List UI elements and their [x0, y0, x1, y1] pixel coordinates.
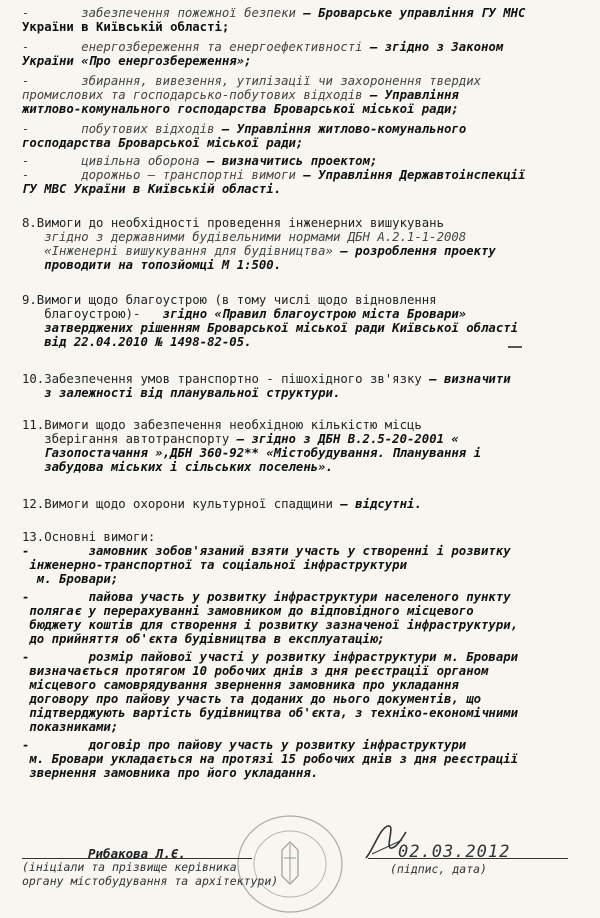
text-line: - договір про пайову участь у розвитку інфраструктури	[22, 738, 467, 752]
text-line: з залежності від планувальної структури.	[22, 386, 341, 400]
text-line: Газопостачання »,ДБН 360-92** «Містобудування. Планування і	[22, 446, 482, 460]
text-line: показниками;	[22, 720, 119, 734]
signer-caption-2: органу містобудування та архітектури)	[22, 874, 279, 888]
text-line: «Інженерні вишукування для будівництва» – розроблення проекту	[22, 244, 496, 258]
text-line: - побутових відходів – Управління житлово-комунального	[22, 122, 467, 136]
text-line: України «Про енергозбереження»;	[22, 54, 252, 68]
text-line: договору про пайову участь та доданих до нього документів, що	[22, 692, 482, 706]
text-line: благоустрою)- згідно «Правил благоустрою міста Бровари»	[22, 307, 467, 321]
text-line: бюджету коштів для створення і розвитку зазначеної інфраструктури,	[22, 618, 519, 632]
text-line: - дорожньо – транспортні вимоги – Управління Державтоінспекції	[22, 168, 526, 182]
signer-caption-1: (ініціали та прізвище керівника	[22, 860, 237, 874]
text-line: 11.Вимоги щодо забезпечення необхідною кількістю місць	[22, 418, 422, 432]
handwritten-date: 02.03.2012	[398, 842, 511, 862]
text-line: звернення замовника про його укладання.	[22, 766, 319, 780]
text-line: від 22.04.2010 № 1498-82-05.	[22, 335, 252, 349]
text-line: згідно з державними будівельними нормами ДБН А.2.1-1-2008	[22, 230, 467, 244]
official-stamp	[228, 806, 358, 918]
text-line: до прийняття об'єкта будівництва в експлуатацію;	[22, 632, 385, 646]
text-line: місцевого самоврядування звернення замовника про укладання	[22, 678, 459, 692]
text-line: інженерно-транспортної та соціальної інфраструктури	[22, 558, 407, 572]
text-line: 12.Вимоги щодо охорони культурної спадщини – відсутні.	[22, 497, 422, 511]
text-line: - цивільна оборона – визначитись проектом;	[22, 154, 378, 168]
text-line: - забезпечення пожежної безпеки – Броварське управління ГУ МНС	[22, 6, 526, 20]
text-line: полягає у перерахуванні замовником до відповідного місцевого	[22, 604, 474, 618]
signature-line	[368, 858, 568, 859]
text-line: проводити на топозйомці М 1:500.	[22, 258, 282, 272]
text-line: - збирання, вивезення, утилізації чи захоронення твердих	[22, 74, 482, 88]
scan-mark	[508, 346, 522, 348]
text-line: м. Бровари;	[22, 572, 119, 586]
text-line: житлово-комунального господарства Броварської міської ради;	[22, 102, 459, 116]
text-line: м. Бровари укладається на протязі 15 робочих днів з дня реєстрації	[22, 752, 519, 766]
signer-line	[22, 858, 252, 859]
text-line: - замовник зобов'язаний взяти участь у створенні і розвитку	[22, 544, 511, 558]
text-line: 9.Вимоги щодо благоустрою (в тому числі щодо відновлення	[22, 293, 437, 307]
text-line: визначається протягом 10 робочих днів з дня реєстрації органом	[22, 664, 489, 678]
text-line: - розмір пайової участі у розвитку інфраструктури м. Бровари	[22, 650, 519, 664]
text-line: - енергозбереження та енергоефективності – згідно з Законом	[22, 40, 504, 54]
text-line: 10.Забезпечення умов транспортно - пішохідного зв'язку – визначити	[22, 372, 511, 386]
text-line: промислових та господарсько-побутових відходів – Управління	[22, 88, 459, 102]
text-line: 8.Вимоги до необхідності проведення інженерних вишукувань	[22, 216, 444, 230]
text-line: зберігання автотранспорту – згідно з ДБН В.2.5-20-2001 «	[22, 432, 459, 446]
text-line: ГУ МВС України в Київській області.	[22, 182, 282, 196]
signature-caption: (підпис, дата)	[390, 862, 487, 876]
text-line: України в Київській області;	[22, 20, 230, 34]
text-line: забудова міських і сільських поселень».	[22, 460, 333, 474]
text-line: - пайова участь у розвитку інфраструктури населеного пункту	[22, 590, 511, 604]
signer-name: Рибакова Л.Є.	[88, 846, 186, 861]
text-line: затверджених рішенням Броварської міської ради Київської області	[22, 321, 519, 335]
text-line: підтверджують вартість будівництва об'єкта, з техніко-економічними	[22, 706, 519, 720]
text-line: господарства Броварської міської ради;	[22, 136, 304, 150]
text-line: 13.Основні вимоги:	[22, 530, 156, 544]
